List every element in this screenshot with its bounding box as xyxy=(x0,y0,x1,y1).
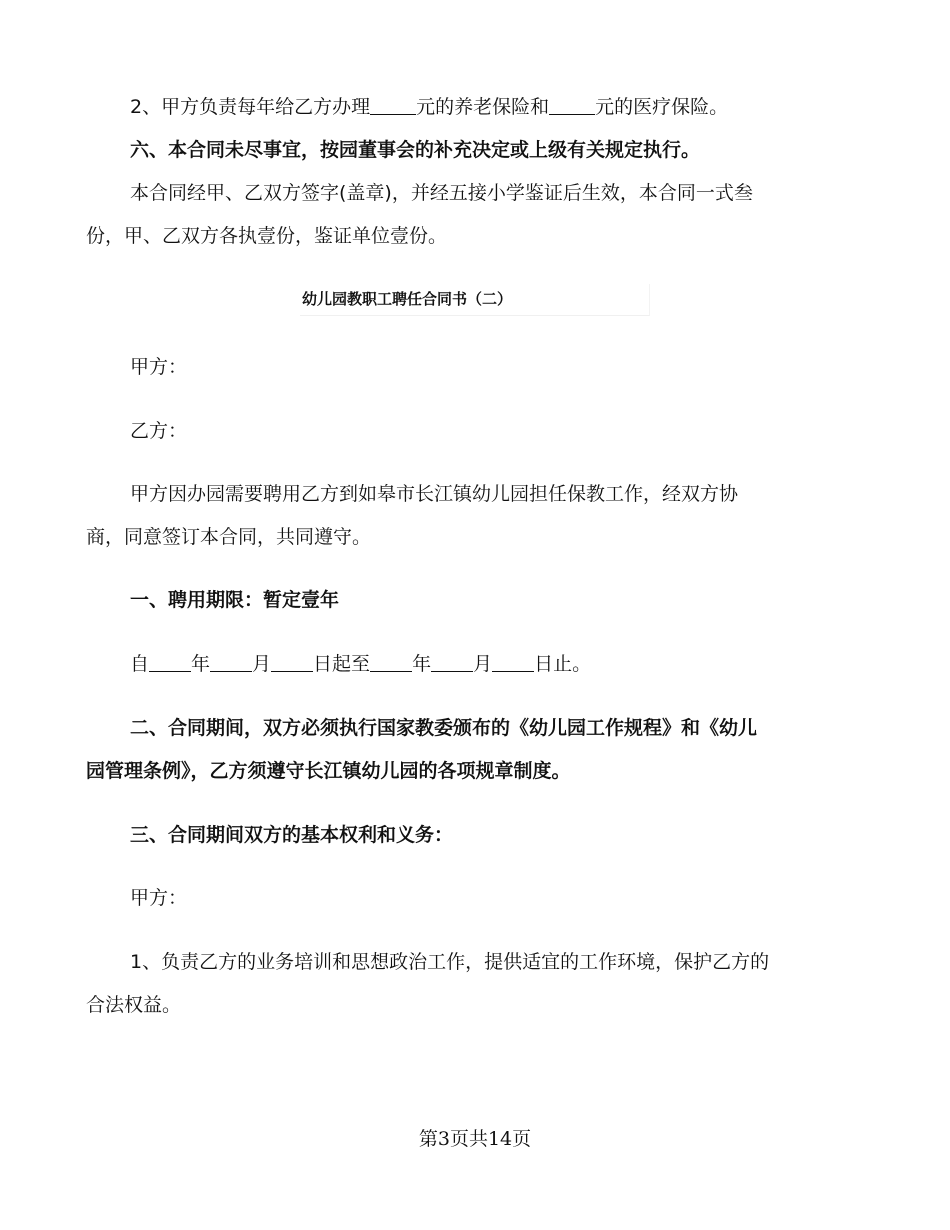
term-text: 月 xyxy=(252,653,272,675)
blank-field xyxy=(149,651,191,672)
section-1: 一、聘用期限：暂定壹年 xyxy=(130,589,340,611)
contract-title: 幼儿园教职工聘任合同书（二） xyxy=(300,284,650,316)
blank-field xyxy=(431,651,473,672)
intro-line-1: 甲方因办园需要聘用乙方到如皋市长江镇幼儿园担任保教工作，经双方协 xyxy=(130,483,739,505)
page-number: 第3页共14页 xyxy=(418,1128,532,1150)
section-2-line-2: 园管理条例》，乙方须遵守长江镇幼儿园的各项规章制度。 xyxy=(86,760,571,782)
blank-field xyxy=(271,651,313,672)
clause-text: 元的养老保险和 xyxy=(416,96,550,118)
term-text: 日起至 xyxy=(313,653,371,675)
party-b-label: 乙方： xyxy=(130,420,188,442)
clause-text: 元的医疗保险。 xyxy=(595,96,729,118)
validity-line-1: 本合同经甲、乙双方签字(盖章)，并经五接小学鉴证后生效，本合同一式叁 xyxy=(130,182,753,204)
party-a-label-2: 甲方： xyxy=(130,887,188,909)
blank-field xyxy=(370,651,412,672)
item-1-line-2: 合法权益。 xyxy=(86,994,182,1016)
term-text: 自 xyxy=(130,653,150,675)
blank-field xyxy=(549,94,595,115)
blank-field xyxy=(492,651,534,672)
term-text: 月 xyxy=(473,653,493,675)
party-a-label: 甲方： xyxy=(130,356,188,378)
blank-field xyxy=(210,651,252,672)
section-6: 六、本合同未尽事宜，按园董事会的补充决定或上级有关规定执行。 xyxy=(130,139,701,161)
blank-field xyxy=(370,94,416,115)
term-text: 日止。 xyxy=(534,653,592,675)
section-2-line-1: 二、合同期间，双方必须执行国家教委颁布的《幼儿园工作规程》和《幼儿 xyxy=(130,717,758,739)
clause-insurance xyxy=(86,84,861,130)
item-1-line-1: 1、负责乙方的业务培训和思想政治工作，提供适宜的工作环境，保护乙方的 xyxy=(130,951,770,973)
section-3: 三、合同期间双方的基本权利和义务： xyxy=(130,824,454,846)
term-text: 年 xyxy=(191,653,211,675)
term-line xyxy=(86,641,861,687)
intro-line-2: 商，同意签订本合同，共同遵守。 xyxy=(86,526,372,548)
validity-line-2: 份，甲、乙双方各执壹份，鉴证单位壹份。 xyxy=(86,225,448,247)
term-text: 年 xyxy=(412,653,432,675)
clause-text: 2、甲方负责每年给乙方办理 xyxy=(130,96,371,118)
